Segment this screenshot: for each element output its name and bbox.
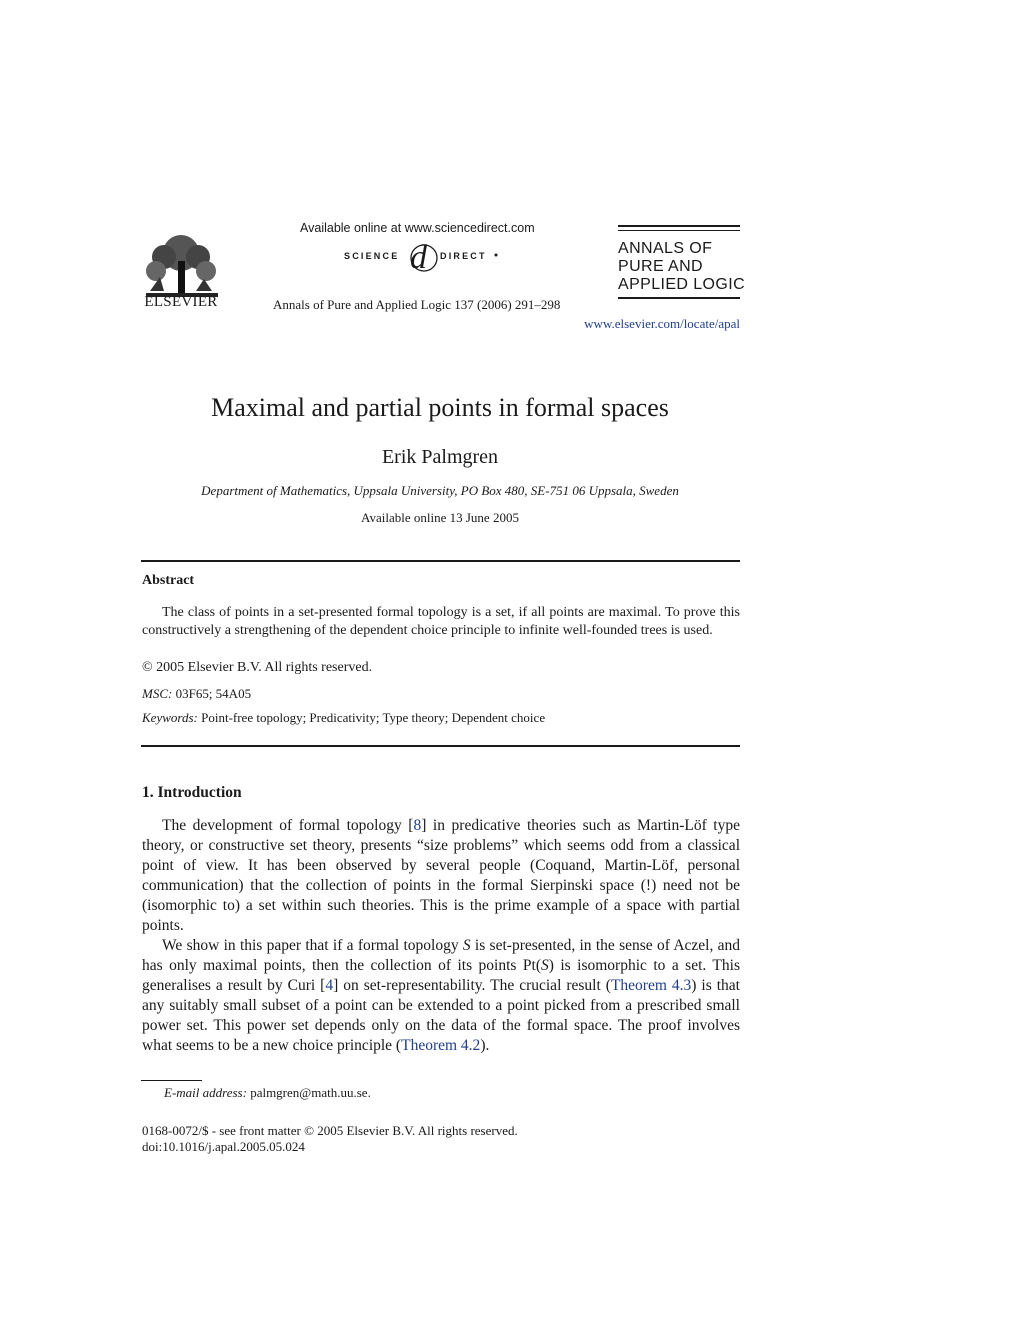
copyright-notice: © 2005 Elsevier B.V. All rights reserved. bbox=[142, 660, 373, 675]
journal-logo-rule bbox=[618, 230, 740, 231]
journal-logo-line-1: ANNALS OF bbox=[618, 240, 713, 257]
journal-logo-line-3: APPLIED LOGIC bbox=[618, 276, 746, 293]
footnote-rule bbox=[141, 1080, 202, 1081]
issn-line: 0168-0072/$ - see front matter © 2005 Elsevier B.V. All rights reserved. bbox=[142, 1123, 518, 1138]
email-address: palmgren@math.uu.se. bbox=[250, 1085, 371, 1100]
available-date: Available online 13 June 2005 bbox=[361, 510, 519, 525]
abstract-bottom-rule bbox=[141, 745, 740, 747]
intro-paragraph-1: The development of formal topology [8] in predicative theories such as Martin-Löf type theory, or constructive set theory, presents “size problems” which seems odd from a classical point of view. It has been observed by several people (Coquand, Martin-Löf, personal communication) that the collection of points in the formal Sierpinski space (!) need not be (isomorphic to) a set within such theories. This is the prime example of a space with partial points. bbox=[142, 817, 740, 934]
journal-citation: Annals of Pure and Applied Logic 137 (2006) 291–298 bbox=[273, 297, 561, 312]
sd-direct-text: DIRECT bbox=[440, 251, 487, 261]
abstract-heading: Abstract bbox=[142, 573, 195, 588]
sd-at-symbol: d bbox=[410, 240, 427, 274]
paper-title: Maximal and partial points in formal spaces bbox=[211, 393, 669, 422]
author-affiliation: Department of Mathematics, Uppsala University, PO Box 480, SE-751 06 Uppsala, Sweden bbox=[201, 483, 679, 498]
keywords bbox=[142, 710, 545, 726]
msc-classification bbox=[142, 686, 251, 702]
author-email-footnote bbox=[164, 1085, 371, 1101]
citation-link-4[interactable]: 4 bbox=[325, 976, 334, 994]
journal-url-link[interactable]: www.elsevier.com/locate/apal bbox=[584, 316, 740, 331]
keywords-label: Keywords: bbox=[142, 710, 198, 725]
abstract-top-rule bbox=[141, 560, 740, 562]
citation-link-8[interactable]: 8 bbox=[413, 817, 422, 834]
math-symbol-S: S bbox=[462, 937, 471, 954]
theorem-4-2-link[interactable]: Theorem 4.2 bbox=[401, 1036, 481, 1054]
intro-paragraph-2: We show in this paper that if a formal topology S is set-presented, in the sense of Aczel, and has only maximal points, then the collection of its points Pt(S) is isomorphic to a set. This generalises a result by Curi [4] on set-representability. The crucial result (Theorem 4.3) is that any suitably small subset of a point can be extended to a point picked from a prescribed small power set. This power set depends only on the data of the formal space. The proof involves what seems to be a new choice principle (Theorem 4.2). bbox=[142, 937, 741, 1054]
theorem-4-3-link[interactable]: Theorem 4.3 bbox=[610, 976, 692, 994]
journal-logo-line-2: PURE AND bbox=[618, 258, 703, 275]
doi-line: doi:10.1016/j.apal.2005.05.024 bbox=[142, 1139, 305, 1154]
email-label: E-mail address: bbox=[164, 1085, 247, 1100]
msc-value: 03F65; 54A05 bbox=[175, 686, 252, 701]
sd-science-text: SCIENCE bbox=[344, 251, 400, 261]
abstract-body: The class of points in a set-presented formal topology is a set, if all points are maximal. To prove this constructively a strengthening of the dependent choice principle to infinite well-founded trees is used. bbox=[142, 605, 740, 638]
journal-logo-title bbox=[618, 240, 745, 294]
keywords-value: Point-free topology; Predicativity; Type theory; Dependent choice bbox=[201, 710, 546, 725]
journal-logo-rule bbox=[618, 225, 740, 227]
sciencedirect-logo bbox=[344, 240, 504, 274]
front-matter bbox=[142, 1123, 518, 1155]
msc-label: MSC: bbox=[142, 686, 173, 701]
available-online-text: Available online at www.sciencedirect.com bbox=[300, 221, 535, 235]
math-symbol-S: S bbox=[541, 956, 549, 974]
section-heading-introduction: 1. Introduction bbox=[142, 784, 242, 801]
author-name: Erik Palmgren bbox=[381, 446, 499, 468]
publisher-name: ELSEVIER bbox=[144, 294, 218, 310]
journal-logo-rule bbox=[618, 297, 740, 299]
